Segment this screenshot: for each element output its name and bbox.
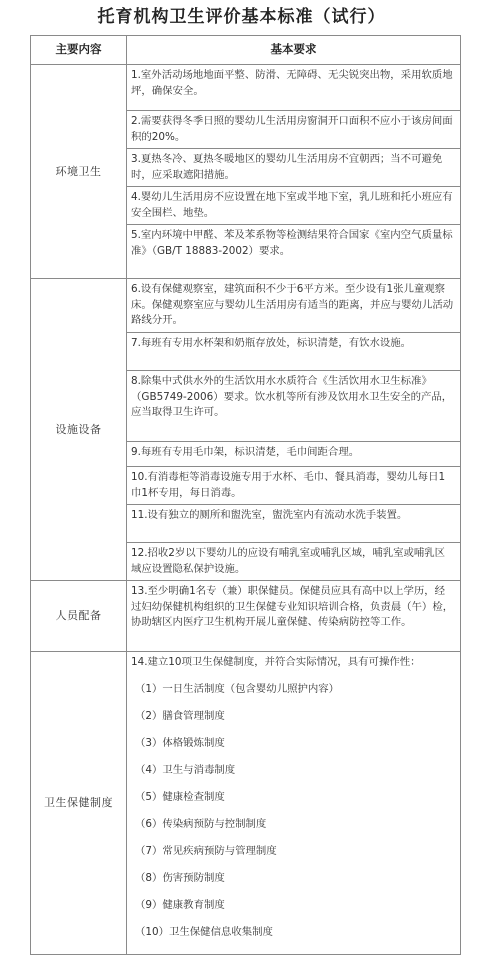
list-item: （8）伤害预防制度 — [135, 872, 225, 884]
list-item: （7）常见疾病预防与管理制度 — [135, 845, 277, 857]
list-item: （2）膳食管理制度 — [135, 710, 225, 722]
page-title: 托育机构卫生评价基本标准（试行） — [97, 7, 386, 27]
requirement-cell: 5.室内环境中甲醛、苯及苯系物等检测结果符合国家《室内空气质量标准》（GB/T 18883-2002）要求。 — [127, 225, 461, 279]
requirement-cell-health-system — [127, 652, 461, 955]
standards-table — [30, 35, 461, 955]
table-row — [31, 652, 461, 955]
table-row — [31, 65, 461, 111]
header-category: 主要内容 — [31, 36, 127, 65]
list-item: （3）体格锻炼制度 — [135, 737, 225, 749]
health-system-intro: 14.建立10项卫生保健制度，并符合实际情况，具有可操作性： — [131, 656, 421, 668]
header-requirement: 基本要求 — [127, 36, 461, 65]
table-row — [31, 279, 461, 333]
requirement-cell: 8.除集中式供水外的生活饮用水水质符合《生活饮用水卫生标准》（GB5749-2006）要求。饮水机等所有涉及饮用水卫生安全的产品，应当取得卫生许可。 — [127, 371, 461, 442]
requirement-cell: 7.每班有专用水杯架和奶瓶存放处，标识清楚，有饮水设施。 — [127, 333, 461, 371]
requirement-cell: 4.婴幼儿生活用房不应设置在地下室或半地下室，乳儿班和托小班应有安全围栏、地垫。 — [127, 187, 461, 225]
list-item: （5）健康检查制度 — [135, 791, 225, 803]
category-cell-facilities: 设施设备 — [31, 279, 127, 581]
requirement-cell: 6.设有保健观察室，建筑面积不少于6平方米。至少设有1张儿童观察床。保健观察室应与婴幼儿生活用房有适当的距离，并应与婴幼儿活动路线分开。 — [127, 279, 461, 333]
table-header-row — [31, 36, 461, 65]
requirement-cell: 3.夏热冬冷、夏热冬暖地区的婴幼儿生活用房不宜朝西；当不可避免时，应采取遮阳措施。 — [127, 149, 461, 187]
table-row — [31, 581, 461, 652]
requirement-cell: 9.每班有专用毛巾架，标识清楚，毛巾间距合理。 — [127, 442, 461, 467]
category-cell-staffing: 人员配备 — [31, 581, 127, 652]
requirement-cell: 2.需要获得冬季日照的婴幼儿生活用房窗洞开口面积不应小于该房间面积的20%。 — [127, 111, 461, 149]
category-cell-environment: 环境卫生 — [31, 65, 127, 279]
list-item: （9）健康教育制度 — [135, 899, 225, 911]
list-item: （1）一日生活制度（包含婴幼儿照护内容） — [135, 683, 340, 695]
list-item: （6）传染病预防与控制制度 — [135, 818, 267, 830]
requirement-cell: 10.有消毒柜等消毒设施专用于水杯、毛巾、餐具消毒，婴幼儿每日1巾1杯专用，每日消毒。 — [127, 467, 461, 505]
requirement-cell: 12.招收2岁以下婴幼儿的应设有哺乳室或哺乳区域，哺乳室或哺乳区域应设置隐私保护设施。 — [127, 543, 461, 581]
requirement-cell: 11.设有独立的厕所和盥洗室，盥洗室内有流动水洗手装置。 — [127, 505, 461, 543]
requirement-cell: 13.至少明确1名专（兼）职保健员。保健员应具有高中以上学历，经过妇幼保健机构组织的卫生保健专业知识培训合格，负责晨（午）检，协助辖区内医疗卫生机构开展儿童保健、传染病防控等工作。 — [127, 581, 461, 652]
category-cell-health-system: 卫生保健制度 — [31, 652, 127, 955]
list-item: （10）卫生保健信息收集制度 — [135, 926, 273, 938]
requirement-cell: 1.室外活动场地地面平整、防滑、无障碍、无尖锐突出物，采用软质地坪，确保安全。 — [127, 65, 461, 111]
list-item: （4）卫生与消毒制度 — [135, 764, 236, 776]
